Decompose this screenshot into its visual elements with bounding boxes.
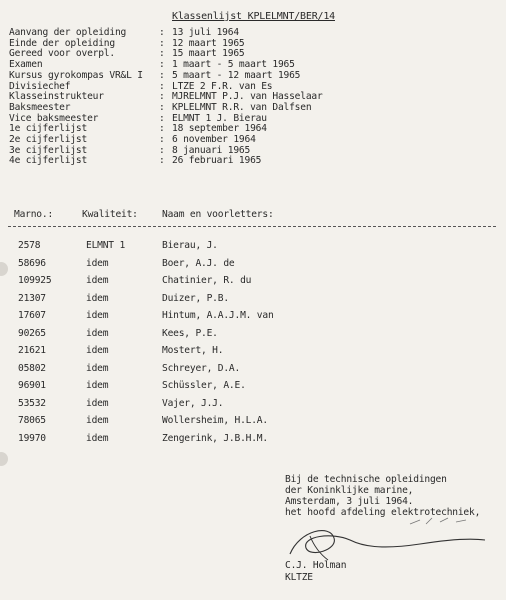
row-number: 96901 [18, 380, 46, 391]
row-rank: idem [86, 257, 109, 269]
row-rank: idem [86, 310, 109, 321]
detail-label: Aanvang der opleiding [9, 27, 127, 38]
closing-line: het hoofd afdeling elektrotechniek, [285, 507, 481, 518]
detail-colon: : [159, 101, 165, 113]
row-rank: ELMNT 1 [86, 240, 126, 251]
detail-value: 5 maart - 12 maart 1965 [172, 69, 301, 81]
header-name: Naam en voorletters: [162, 209, 274, 220]
header-divider [8, 226, 496, 227]
signatory-rank: KLTZE [285, 572, 313, 583]
detail-value: 15 maart 1965 [172, 48, 245, 60]
row-name: Chatinier, R. du [162, 275, 252, 286]
detail-colon: : [159, 48, 165, 60]
header-number: Marno.: [14, 209, 54, 220]
detail-colon: : [159, 144, 165, 156]
row-rank: idem [86, 432, 109, 444]
closing-line: der Koninklijke marine, [285, 485, 414, 496]
detail-label: 1e cijferlijst [9, 123, 88, 135]
closing-line: Bij de technische opleidingen [285, 474, 447, 485]
detail-colon: : [159, 155, 165, 167]
detail-value: 12 maart 1965 [172, 37, 245, 49]
row-name: Schreyer, D.A. [162, 362, 241, 374]
detail-value: ELMNT 1 J. Bierau [172, 112, 267, 124]
row-name: Kees, P.E. [162, 327, 218, 339]
row-rank: idem [86, 362, 109, 374]
row-rank: idem [86, 397, 109, 409]
detail-label: 4e cijferlijst [9, 155, 88, 167]
row-number: 2578 [18, 240, 41, 251]
detail-label: Baksmeester [9, 101, 71, 113]
row-number: 21307 [18, 292, 46, 304]
document-title: Klassenlijst KPLELMNT/BER/14 [172, 11, 335, 22]
detail-value: 13 juli 1964 [172, 27, 239, 38]
detail-value: 6 november 1964 [172, 134, 256, 145]
row-number: 21621 [18, 345, 46, 356]
row-name: Boer, A.J. de [162, 257, 235, 269]
detail-value: 26 februari 1965 [172, 155, 262, 167]
detail-label: Einde der opleiding [9, 37, 115, 49]
detail-value: 1 maart - 5 maart 1965 [172, 59, 295, 71]
detail-label: Kursus gyrokompas VR&L I [9, 69, 143, 81]
row-number: 17607 [18, 310, 46, 321]
row-name: Bierau, J. [162, 240, 218, 251]
detail-label: 2e cijferlijst [9, 134, 88, 145]
row-rank: idem [86, 275, 109, 286]
detail-value: LTZE 2 F.R. van Es [172, 80, 273, 92]
detail-label: Klasseinstrukteur [9, 91, 104, 103]
detail-label: Gereed voor overpl. [9, 48, 115, 60]
detail-value: KPLELMNT R.R. van Dalfsen [172, 101, 312, 113]
detail-colon: : [159, 112, 165, 124]
detail-colon: : [159, 37, 165, 49]
detail-colon: : [159, 123, 165, 135]
detail-colon: : [159, 59, 165, 71]
detail-label: Divisiechef [9, 80, 71, 92]
detail-colon: : [159, 80, 165, 92]
detail-value: 18 september 1964 [172, 123, 267, 135]
row-rank: idem [86, 415, 109, 426]
header-rank: Kwaliteit: [82, 209, 138, 220]
punch-hole [0, 452, 8, 466]
detail-value: MJRELMNT P.J. van Hasselaar [172, 91, 323, 103]
row-name: Zengerink, J.B.H.M. [162, 432, 268, 444]
row-rank: idem [86, 380, 109, 391]
row-rank: idem [86, 327, 109, 339]
row-number: 53532 [18, 397, 46, 409]
detail-label: Vice baksmeester [9, 112, 99, 124]
detail-colon: : [159, 91, 165, 103]
detail-label: Examen [9, 59, 43, 71]
detail-colon: : [159, 134, 165, 145]
signatory-name: C.J. Holman [285, 560, 347, 571]
closing-line: Amsterdam, 3 juli 1964. [285, 496, 414, 507]
row-number: 109925 [18, 275, 52, 286]
row-number: 58696 [18, 257, 46, 269]
detail-colon: : [159, 27, 165, 38]
row-rank: idem [86, 292, 109, 304]
row-number: 90265 [18, 327, 46, 339]
row-name: Mostert, H. [162, 345, 224, 356]
punch-hole [0, 262, 8, 276]
row-name: Hintum, A.A.J.M. van [162, 310, 274, 321]
detail-label: 3e cijferlijst [9, 144, 88, 156]
row-name: Wollersheim, H.L.A. [162, 415, 268, 426]
detail-colon: : [159, 69, 165, 81]
row-name: Vajer, J.J. [162, 397, 224, 409]
row-number: 19970 [18, 432, 46, 444]
row-number: 05802 [18, 362, 46, 374]
detail-value: 8 januari 1965 [172, 144, 251, 156]
row-name: Schüssler, A.E. [162, 380, 246, 391]
row-number: 78065 [18, 415, 46, 426]
row-rank: idem [86, 345, 109, 356]
row-name: Duizer, P.B. [162, 292, 229, 304]
